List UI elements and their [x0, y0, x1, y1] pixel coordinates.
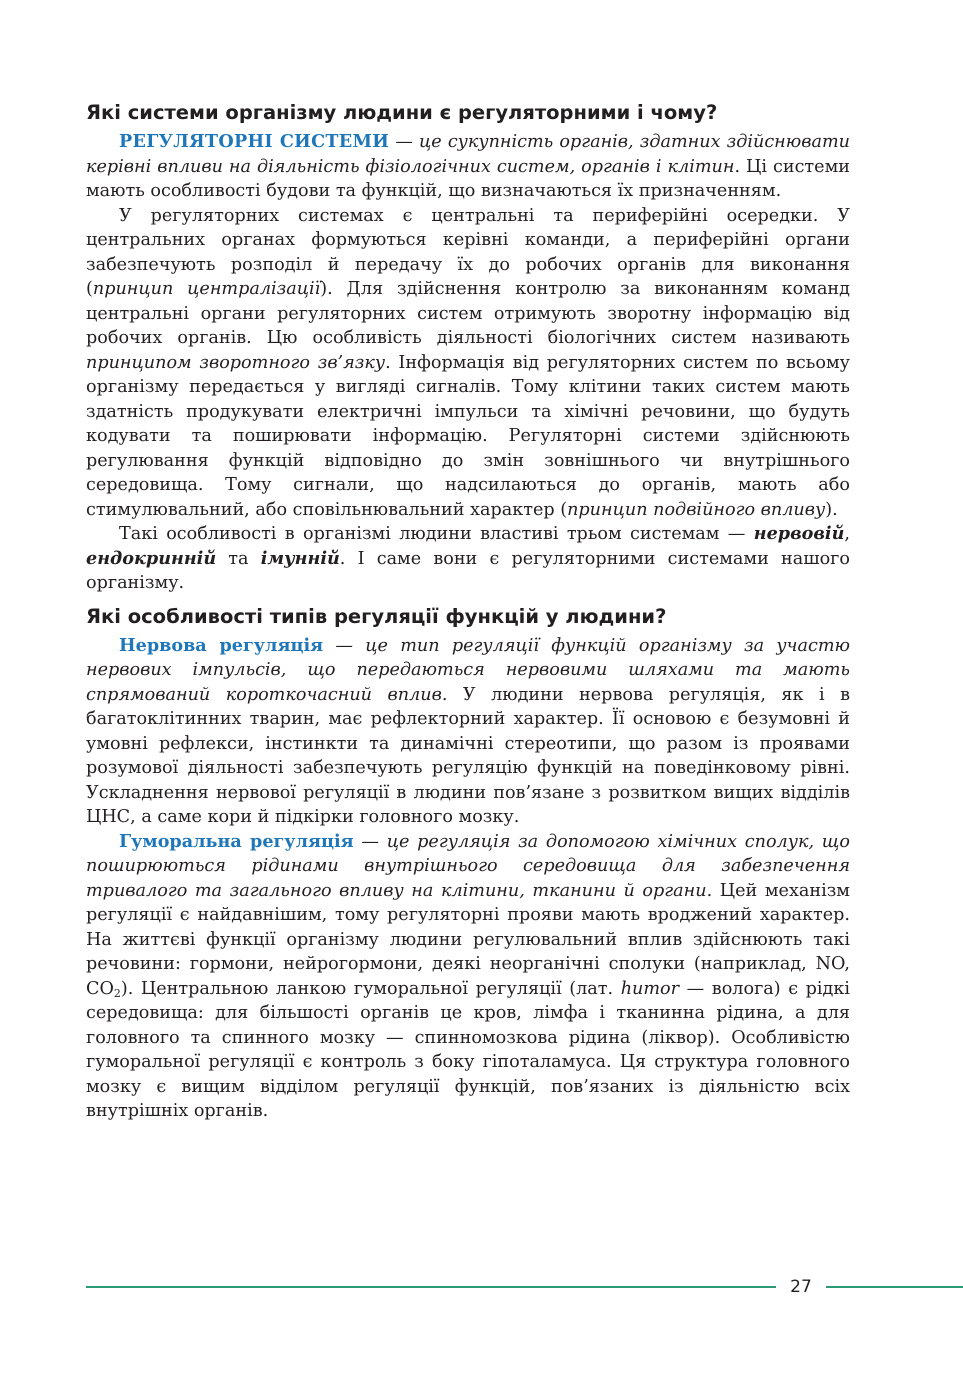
paragraph-regulatory-principles: У регуляторних системах є центральні та периферійні осередки. У центральних органах формуються керівні команди, а периферійні органи забезпечують розподіл й передачу їх до робочих органів для виконання (принцип централізації). Для здійснення контролю за виконанням команд центральні органи регуляторних систем отримують зворотну інформацію від робочих органів. Цю особливість діяльності біологічних систем називають принципом зворотного зв’язку. Інформація від регуляторних систем по всьому організму передається у вигляді сигналів. Тому клітини таких систем мають здатність продукувати електричні імпульси та хімічні речовини, що будуть кодувати та поширювати інформацію. Регуляторні системи здійснюють регулювання функцій відповідно до змін зовнішнього чи внутрішнього середовища. Тому сигнали, що надсилаються до органів, мають або стимулювальний, або сповільнювальний характер (принцип подвійного впливу). [86, 205, 850, 520]
section-heading-regulation-types: Які особливості типів регуляції функцій у людини? [86, 604, 667, 628]
system-nervous: нервовій [753, 523, 845, 544]
page-number: 27 [790, 1277, 812, 1297]
footer-rule-right [826, 1286, 963, 1288]
system-immune: імунній [260, 547, 340, 569]
principle-dual-influence: принцип подвійного впливу [567, 499, 826, 520]
definition-regulatory-systems: — це сукупність органів, здатних здійснювати керівні впливи на діяльність фізіологічних систем, органів і клітин [86, 132, 850, 177]
paragraph-three-systems: Такі особливості в організмі людини властиві трьом системам — нервовій, ендокринній та імунній. І саме вони є регуляторними системами нашого організму. [86, 523, 850, 593]
principle-centralization: принцип централізації [92, 279, 321, 299]
latin-term-humor: humor [620, 978, 680, 999]
definition-nervous-regulation: — це тип регуляції функцій організму за участю нервових імпульсів, що передаються нервовими шляхами та мають спрямований короткочасний вплив [86, 635, 851, 705]
principle-feedback: принципом зворотного зв’язку [86, 352, 386, 373]
page-content [86, 100, 850, 1124]
footer-rule-left [86, 1286, 776, 1288]
term-humoral-regulation: Гуморальна регуляція [119, 830, 354, 852]
term-regulatory-systems: РЕГУЛЯТОРНІ СИСТЕМИ [119, 131, 390, 152]
term-nervous-regulation: Нервова регуляція [119, 634, 324, 656]
definition-humoral-regulation: — це регуляція за допомогою хімічних сполук, що поширюються рідинами внутрішнього середовища для забезпечення тривалого та загального впливу на клітини, тканини й органи [86, 831, 851, 901]
paragraph-humoral-regulation: Гуморальна регуляція — це регуляція за допомогою хімічних сполук, що поширюються рідинами внутрішнього середовища для забезпечення тривалого та загального впливу на клітини, тканини й органи. Цей механізм регуляції є найдавнішим, тому регуляторні прояви мають вроджений характер. На життєві функції організму людини регулювальний вплив здійснюють такі речовини: гормони, нейрогормони, деякі неорганічні сполуки (наприклад, NO, $CO_2$). Центральною ланкою гуморальної регуляції (лат. humor — волога) є рідкі середовища: для більшості органів це кров, лімфа і тканинна рідина, а для головного та спинного мозку — спинномозкова рідина (ліквор). Особливістю гуморальної регуляції є контроль з боку гіпоталамуса. Ця структура головного мозку є вищим відділом регуляції функцій, пов’язаних із діяльністю всіх внутрішніх органів. [86, 830, 851, 1121]
subscript-two: 2 [113, 986, 121, 1000]
paragraph-nervous-regulation: Нервова регуляція — це тип регуляції функцій організму за участю нервових імпульсів, що передаються нервовими шляхами та мають спрямований короткочасний вплив. У людини нервова регуляція, як і в багатоклітинних тварин, має рефлекторний характер. Її основою є безумовні й умовні рефлекси, інстинкти та динамічні стереотипи, що разом із проявами розумової діяльності забезпечують регуляцію функцій на поведінковому рівні. Ускладнення нервової регуляції в людини пов’язане з розвитком вищих відділів ЦНС, а саме кори й підкірки головного мозку. [86, 634, 851, 827]
section-heading-regulatory-systems: Які системи організму людини є регуляторними і чому? [86, 101, 718, 124]
paragraph-regulatory-systems-definition: РЕГУЛЯТОРНІ СИСТЕМИ — це сукупність органів, здатних здійснювати керівні впливи на діяльність фізіологічних систем, органів і клітин. Ці системи мають особливості будови та функцій, що визначаються їх призначенням. [86, 131, 850, 201]
system-endocrine: ендокринній [86, 547, 217, 569]
